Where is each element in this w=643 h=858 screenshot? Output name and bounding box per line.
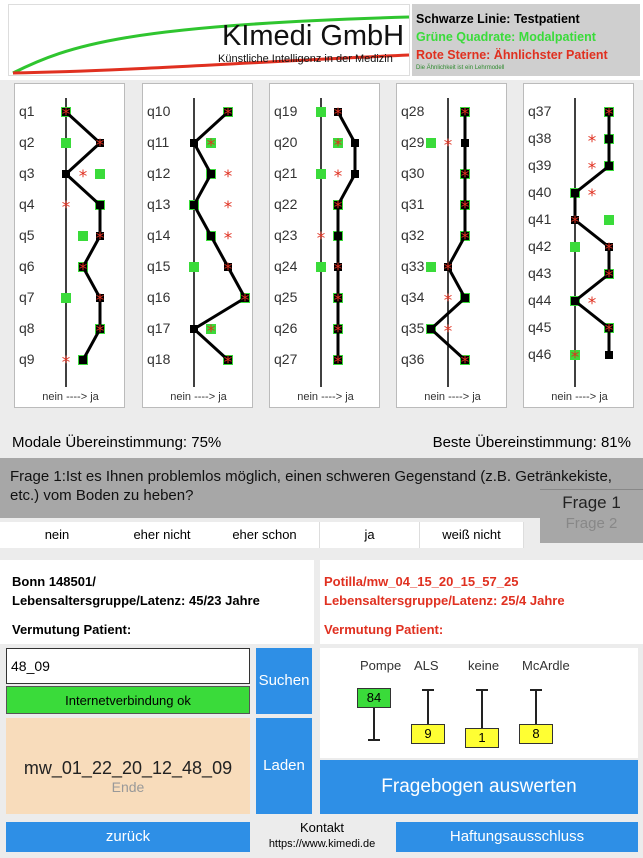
test-point: [96, 201, 104, 209]
test-patient-id: Bonn 148501/: [12, 574, 96, 589]
similar-point: *: [61, 198, 71, 218]
test-point: [351, 139, 359, 147]
question-text: Frage 1:Ist es Ihnen problemlos möglich, einen schweren Gegenstand (z.B. Getränkekiste, etc.) vom Boden zu heben?: [0, 458, 643, 518]
test-point: [605, 351, 613, 359]
answer-eher-schon[interactable]: eher schon: [210, 522, 320, 548]
question-label: q25: [274, 289, 298, 305]
question-next[interactable]: Frage 2: [565, 515, 618, 532]
x-axis-label: nein ----> ja: [551, 391, 608, 403]
answer-eher-nicht[interactable]: eher nicht: [105, 522, 220, 548]
modal-point: [604, 215, 614, 225]
test-point: [461, 294, 469, 302]
similar-point: *: [223, 167, 233, 187]
question-label: q35: [401, 320, 425, 336]
similar-point: *: [333, 198, 343, 218]
evaluate-button[interactable]: Fragebogen auswerten: [320, 760, 638, 814]
company-subtitle: Künstliche Intelligenz in der Medizin: [218, 53, 393, 65]
chart-panel: [142, 83, 253, 408]
question-label: q18: [147, 351, 171, 367]
diagnosis-value: 9: [411, 724, 445, 744]
question-label: q2: [19, 134, 35, 150]
question-label: q24: [274, 258, 298, 274]
question-label: q9: [19, 351, 35, 367]
test-point: [571, 297, 579, 305]
question-label: q14: [147, 227, 171, 243]
file-end[interactable]: Ende: [111, 779, 145, 795]
contact-url[interactable]: https://www.kimedi.de: [268, 838, 376, 850]
question-label: q34: [401, 289, 425, 305]
question-label: q32: [401, 227, 425, 243]
question-label: q16: [147, 289, 171, 305]
question-label: q40: [528, 184, 552, 200]
question-label: q45: [528, 319, 552, 335]
question-label: q3: [19, 165, 35, 181]
question-label: q27: [274, 351, 298, 367]
test-point: [190, 325, 198, 333]
question-label: q12: [147, 165, 171, 181]
chart-panel: [523, 83, 634, 408]
chart-panel: [269, 83, 380, 408]
modal-point: [61, 138, 71, 148]
similar-point: *: [587, 186, 597, 206]
similar-point: *: [333, 260, 343, 280]
contact[interactable]: [252, 820, 392, 852]
similar-point: *: [587, 132, 597, 152]
connection-status: Internetverbindung ok: [6, 686, 250, 714]
test-point: [207, 170, 215, 178]
similar-point: *: [61, 105, 71, 125]
modal-point: [570, 242, 580, 252]
question-label: q21: [274, 165, 298, 181]
similar-point: *: [95, 229, 105, 249]
question-label: q38: [528, 130, 552, 146]
modal-point: [61, 293, 71, 303]
chart-panel: [14, 83, 125, 408]
x-axis-label: nein ----> ja: [424, 391, 481, 403]
question-label: q31: [401, 196, 425, 212]
question-label: q10: [147, 103, 171, 119]
similar-patient-age: Lebensaltersgruppe/Latenz: 25/4 Jahre: [324, 593, 565, 608]
question-label: q20: [274, 134, 298, 150]
match-stats: [0, 428, 643, 456]
similar-point: *: [223, 198, 233, 218]
diagnosis-label: ALS: [414, 658, 439, 673]
contact-label[interactable]: Kontakt: [299, 820, 345, 835]
similar-point: *: [95, 136, 105, 156]
similar-point: *: [95, 291, 105, 311]
test-point: [334, 232, 342, 240]
chart-legend: [412, 4, 640, 76]
diagnosis-value: 8: [519, 724, 553, 744]
question-label: q7: [19, 289, 35, 305]
chart-svg: [524, 84, 635, 409]
file-picker[interactable]: [6, 718, 250, 814]
back-button[interactable]: zurück: [6, 822, 250, 852]
similar-point: *: [333, 167, 343, 187]
company-name: KImedi GmbH: [222, 20, 405, 52]
similar-point: *: [604, 240, 614, 260]
similar-point: *: [78, 260, 88, 280]
diagnosis-label: Pompe: [360, 658, 402, 673]
modal-point: [426, 262, 436, 272]
legend-note: Die Ähnlichkeit ist ein Lehrmodell: [416, 65, 505, 71]
question-label: q42: [528, 238, 552, 254]
similar-patient-suspicion: Vermutung Patient:: [324, 622, 444, 637]
modal-match: Modale Übereinstimmung: 75%: [12, 434, 222, 451]
diagnosis-label: McArdle: [522, 658, 570, 673]
x-axis-label: nein ----> ja: [170, 391, 227, 403]
test-line: [194, 112, 245, 360]
similar-point: *: [460, 198, 470, 218]
question-label: q5: [19, 227, 35, 243]
question-label: q43: [528, 265, 552, 281]
similar-point: *: [604, 321, 614, 341]
similar-point: *: [206, 322, 216, 342]
question-label: q46: [528, 346, 552, 362]
similar-point: *: [443, 136, 453, 156]
test-patient-age: Lebensaltersgruppe/Latenz: 45/23 Jahre: [12, 593, 260, 608]
similar-point: *: [78, 167, 88, 187]
search-input[interactable]: [6, 648, 250, 684]
test-point: [351, 170, 359, 178]
similar-point: *: [333, 291, 343, 311]
test-point: [62, 170, 70, 178]
question-label: q23: [274, 227, 298, 243]
question-label: q28: [401, 103, 425, 119]
answer-weiss-nicht[interactable]: weiß nicht: [420, 522, 524, 548]
similar-point: *: [443, 260, 453, 280]
x-axis-label: nein ----> ja: [42, 391, 99, 403]
question-label: q22: [274, 196, 298, 212]
question-label: q37: [528, 103, 552, 119]
question-label: q36: [401, 351, 425, 367]
file-name[interactable]: mw_01_22_20_12_48_09: [23, 758, 233, 778]
similar-point: *: [223, 229, 233, 249]
test-point: [571, 189, 579, 197]
question-label: q33: [401, 258, 425, 274]
legend-black: Schwarze Linie: Testpatient: [416, 12, 580, 26]
answer-options: [0, 518, 540, 548]
test-point: [427, 325, 435, 333]
similar-point: *: [333, 105, 343, 125]
question-label: q8: [19, 320, 35, 336]
question-current[interactable]: Frage 1: [562, 493, 621, 512]
test-point: [207, 232, 215, 240]
similar-point: *: [206, 136, 216, 156]
modal-point: [189, 262, 199, 272]
similar-point: *: [570, 213, 580, 233]
similar-point: *: [61, 353, 71, 373]
similar-patient-id: Potilla/mw_04_15_20_15_57_25: [324, 574, 519, 589]
question-label: q39: [528, 157, 552, 173]
answer-ja[interactable]: ja: [320, 522, 420, 548]
similar-point: *: [333, 136, 343, 156]
modal-point: [316, 262, 326, 272]
test-point: [190, 139, 198, 147]
similar-point: *: [604, 267, 614, 287]
similar-point: *: [223, 105, 233, 125]
question-label: q26: [274, 320, 298, 336]
question-label: q11: [147, 134, 170, 150]
diagnosis-value: 84: [357, 688, 391, 708]
similar-point: *: [460, 105, 470, 125]
test-point: [79, 356, 87, 364]
search-button[interactable]: Suchen: [256, 648, 312, 714]
question-label: q13: [147, 196, 171, 212]
test-patient-info: [0, 560, 314, 644]
similar-point: *: [443, 291, 453, 311]
similar-point: *: [460, 229, 470, 249]
similar-point: *: [443, 322, 453, 342]
similar-point: *: [587, 294, 597, 314]
test-point: [190, 201, 198, 209]
chart-svg: [15, 84, 126, 409]
similar-point: *: [95, 322, 105, 342]
modal-point: [316, 107, 326, 117]
question-picker[interactable]: [540, 489, 643, 543]
modal-point: [78, 231, 88, 241]
question-label: q44: [528, 292, 552, 308]
question-label: q41: [528, 211, 552, 227]
question-label: q29: [401, 134, 425, 150]
similar-point: *: [587, 159, 597, 179]
similar-point: *: [240, 291, 250, 311]
similar-point: *: [460, 353, 470, 373]
similar-point: *: [333, 322, 343, 342]
load-button[interactable]: Laden: [256, 718, 312, 814]
similar-point: *: [460, 167, 470, 187]
question-label: q15: [147, 258, 171, 274]
similar-point: *: [570, 348, 580, 368]
similar-point: *: [223, 260, 233, 280]
answer-nein[interactable]: nein: [0, 522, 115, 548]
question-label: q17: [147, 320, 171, 336]
legend-green: Grüne Quadrate: Modalpatient: [416, 30, 596, 44]
question-label: q30: [401, 165, 425, 181]
disclaimer-button[interactable]: Haftungsausschluss: [396, 822, 638, 852]
test-point: [605, 135, 613, 143]
legend-red: Rote Sterne: Ähnlichster Patient: [416, 48, 608, 62]
diagnosis-votes: [320, 648, 638, 758]
test-point: [461, 139, 469, 147]
similar-point: *: [333, 353, 343, 373]
question-label: q1: [19, 103, 35, 119]
question-label: q19: [274, 103, 298, 119]
similar-point: *: [604, 105, 614, 125]
chart-svg: [270, 84, 381, 409]
chart-panel: [396, 83, 507, 408]
x-axis-label: nein ----> ja: [297, 391, 354, 403]
modal-point: [316, 169, 326, 179]
similar-point: *: [223, 353, 233, 373]
best-match: Beste Übereinstimmung: 81%: [432, 434, 631, 451]
chart-svg: [143, 84, 254, 409]
similar-point: *: [316, 229, 326, 249]
question-label: q6: [19, 258, 35, 274]
diagnosis-label: keine: [468, 658, 500, 673]
similar-patient-info: [320, 560, 643, 644]
modal-point: [95, 169, 105, 179]
chart-svg: [397, 84, 508, 409]
header: [0, 0, 643, 80]
modal-point: [426, 138, 436, 148]
diagnosis-value: 1: [465, 728, 499, 748]
question-label: q4: [19, 196, 35, 212]
test-point: [605, 162, 613, 170]
test-patient-suspicion: Vermutung Patient:: [12, 622, 132, 637]
